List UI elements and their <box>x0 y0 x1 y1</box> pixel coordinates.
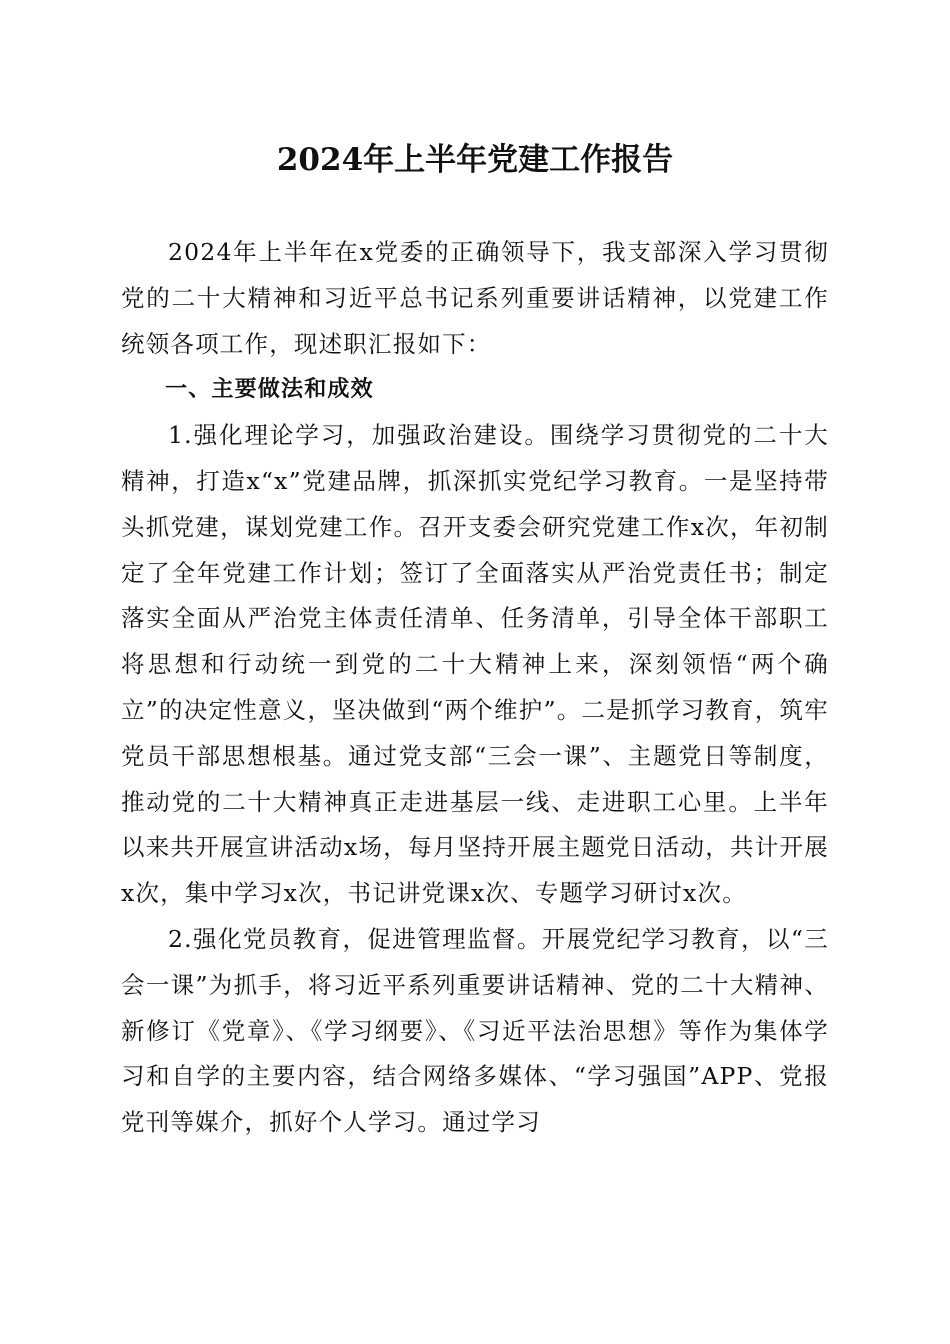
document-body <box>121 230 829 1146</box>
section-heading: 一、主要做法和成效 <box>165 377 374 403</box>
intro-paragraph: 2024年上半年在x党委的正确领导下，我支部深入学习贯彻党的二十大精神和习近平总书记系列重要讲话精神，以党建工作统领各项工作，现述职汇报如下： <box>121 238 829 358</box>
item-2-paragraph: 2.强化党员教育，促进管理监督。开展党纪学习教育，以“三会一课”为抓手，将习近平系列重要讲话精神、党的二十大精神、新修订《党章》、《学习纲要》、《习近平法治思想》等作为集体学习和自学的主要内容，结合网络多媒体、“学习强国”APP、党报党刊等媒介，抓好个人学习。通过学习 <box>121 924 829 1137</box>
item-1-paragraph: 1.强化理论学习，加强政治建设。围绕学习贯彻党的二十大精神，打造x“x”党建品牌，抓深抓实党纪学习教育。一是坚持带头抓党建，谋划党建工作。召开支委会研究党建工作x次，年初制定了全年党建工作计划；签订了全面落实从严治党责任书；制定落实全面从严治党主体责任清单、任务清单，引导全体干部职工将思想和行动统一到党的二十大精神上来，深刻领悟“两个确立”的决定性意义，坚决做到“两个维护”。二是抓学习教育，筑牢党员干部思想根基。通过党支部“三会一课”、主题党日等制度，推动党的二十大精神真正走进基层一线、走进职工心里。上半年以来共开展宣讲活动x场，每月坚持开展主题党日活动，共计开展x次，集中学习x次，书记讲党课x次、专题学习研讨x次。 <box>121 421 829 908</box>
document-title: 2024年上半年党建工作报告 <box>276 142 674 178</box>
